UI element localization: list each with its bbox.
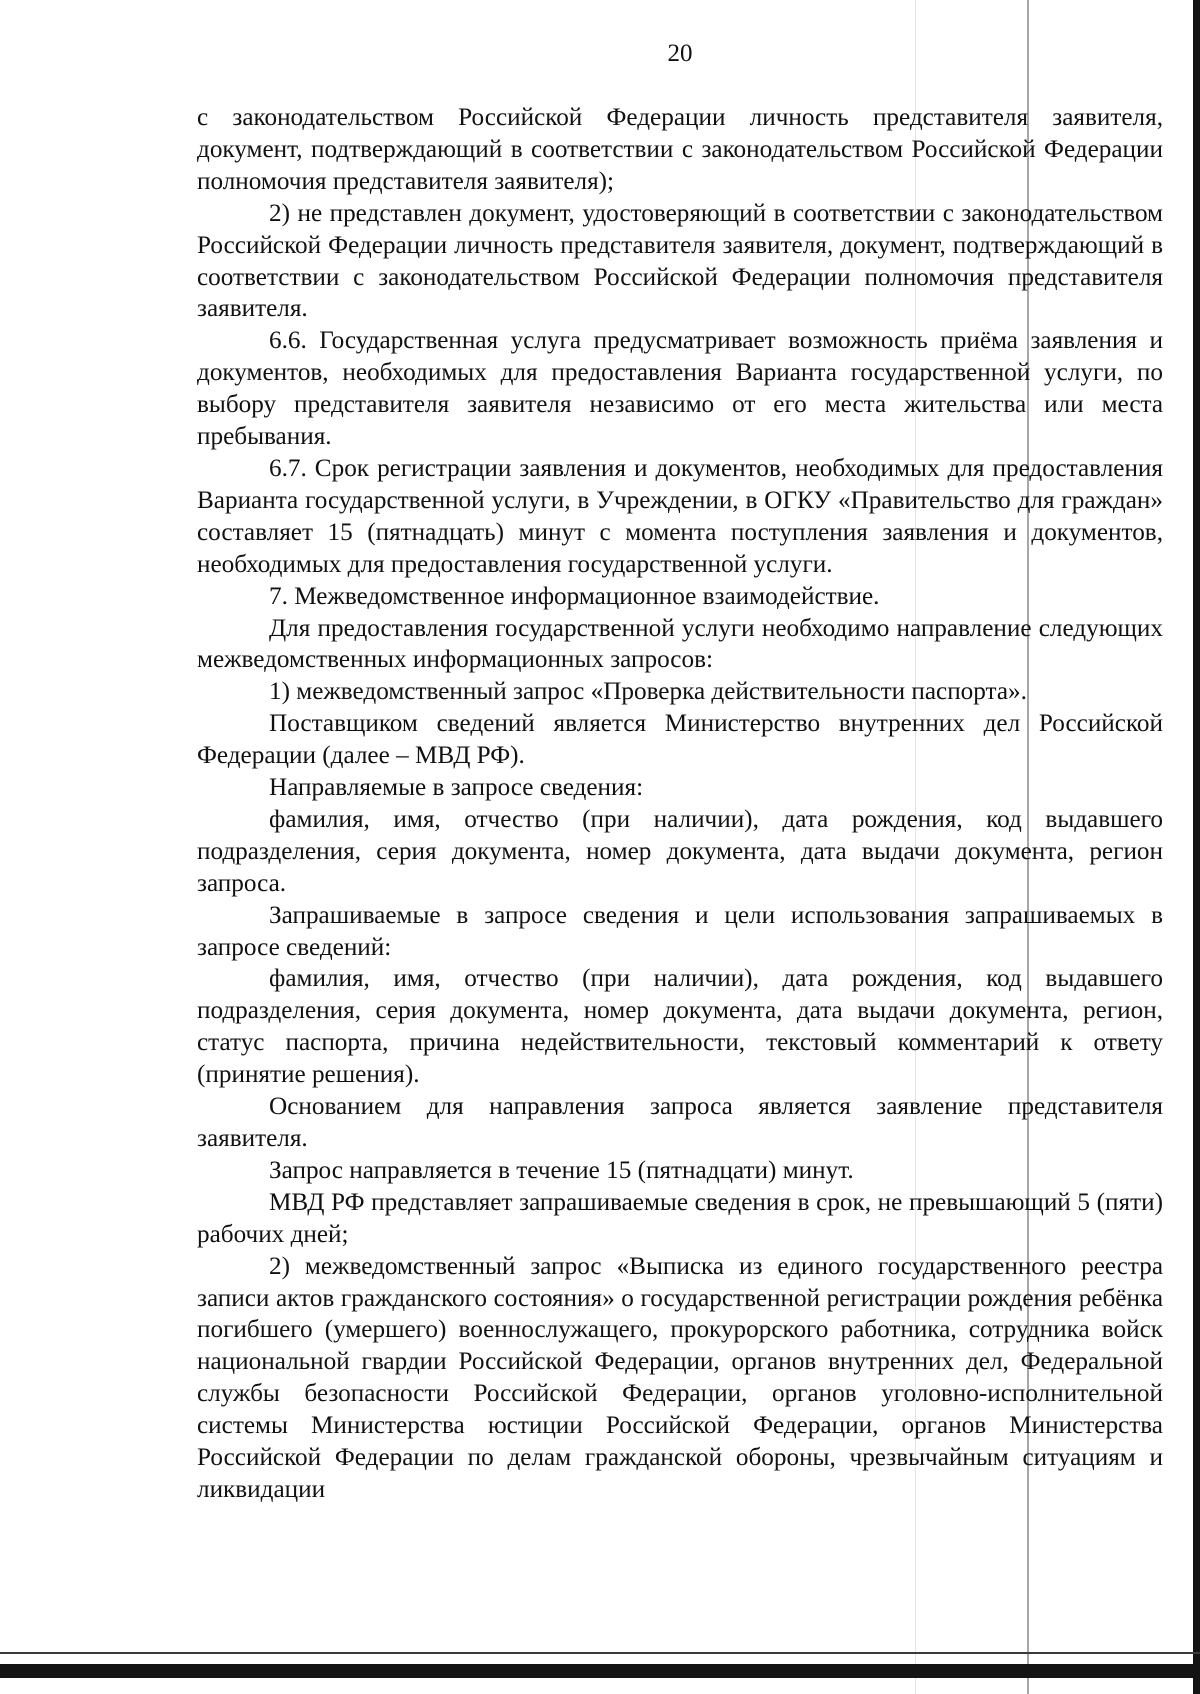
paragraph: Поставщиком сведений является Министерство внутренних дел Российской Федерации (далее – МВД РФ). <box>197 710 1163 770</box>
document-body <box>197 102 1163 1506</box>
paragraph: 6.7. Срок регистрации заявления и документов, необходимых для предоставления Варианта государственной услуги, в Учреждении, в ОГКУ «Правительство для граждан» составляет 15 (пятнадцать) минут с момента поступления заявления и документов, необходимых для предоставления государственной услуги. <box>197 454 1163 578</box>
paragraph: Для предоставления государственной услуги необходимо направление следующих межведомственных информационных запросов: <box>197 614 1163 674</box>
page-number: 20 <box>667 40 693 67</box>
paragraph: МВД РФ представляет запрашиваемые сведения в срок, не превышающий 5 (пяти) рабочих дней; <box>197 1188 1163 1248</box>
paragraph: Запрашиваемые в запросе сведения и цели использования запрашиваемых в запросе сведений: <box>197 901 1163 961</box>
section-heading: 7. Межведомственное информационное взаимодействие. <box>269 582 880 610</box>
scan-edge-border <box>1193 0 1200 1694</box>
paragraph: с законодательством Российской Федерации личность представителя заявителя, документ, подтверждающий в соответствии с законодательством Российской Федерации полномочия представителя заявителя); <box>197 104 1163 195</box>
paragraph: фамилия, имя, отчество (при наличии), дата рождения, код выдавшего подразделения, серия документа, номер документа, дата выдачи документа, регион, статус паспорта, причина недействительности, текстовый комментарий к ответу (принятие решения). <box>197 965 1163 1089</box>
scan-edge-line <box>0 1652 1200 1654</box>
paragraph: фамилия, имя, отчество (при наличии), дата рождения, код выдавшего подразделения, серия документа, номер документа, дата выдачи документа, регион запроса. <box>197 805 1163 897</box>
paragraph: 6.6. Государственная услуга предусматривает возможность приёма заявления и документов, необходимых для предоставления Варианта государственной услуги, по выбору представителя заявителя независимо от его места жительства или места пребывания. <box>197 327 1163 451</box>
paragraph: Направляемые в запросе сведения: <box>269 774 644 802</box>
list-item: 1) межведомственный запрос «Проверка действительности паспорта». <box>269 678 1027 706</box>
paragraph: 2) не представлен документ, удостоверяющий в соответствии с законодательством Российской Федерации личность представителя заявителя, документ, подтверждающий в соответствии с законодательством Российской Федерации полномочия представителя заявителя. <box>197 199 1163 323</box>
paragraph: Запрос направляется в течение 15 (пятнадцати) минут. <box>269 1156 854 1184</box>
list-item: 2) межведомственный запрос «Выписка из единого государственного реестра записи актов гражданского состояния» о государственной регистрации рождения ребёнка погибшего (умершего) военнослужащего, прокурорского работника, сотрудника войск национальной гвардии Российской Федерации, органов внутренних дел, Федеральной службы безопасности Российской Федерации, органов уголовно-исполнительной системы Министерства юстиции Российской Федерации, органов Министерства Российской Федерации по делам гражданской обороны, чрезвычайным ситуациям и ликвидации <box>197 1252 1163 1503</box>
paragraph: Основанием для направления запроса является заявление представителя заявителя. <box>197 1093 1163 1152</box>
scan-edge-border <box>0 1664 1200 1678</box>
